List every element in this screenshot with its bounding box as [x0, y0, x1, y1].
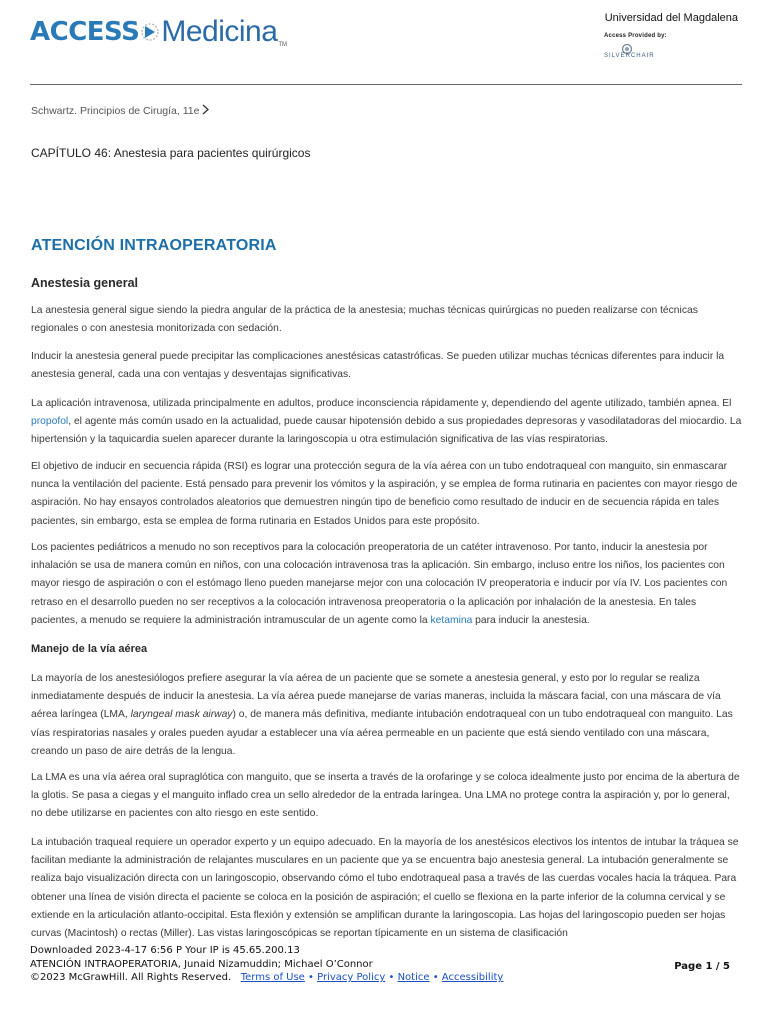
breadcrumb[interactable]: [31, 104, 209, 118]
logo-arrow-icon: [140, 20, 160, 44]
ketamina-link[interactable]: ketamina: [430, 614, 473, 626]
header-divider: [30, 84, 742, 85]
paragraph-5-text-a: Los pacientes pediátricos a menudo no son receptivos para la colocación preoperatoria de un catéter intravenoso. Por tanto, inducir la anestesia por inhalación se usa de manera común en niños, con una colocación intravenosa tras la aplicación. Sin embargo, incluso entre los niños, los pacientes con mayor riesgo de aspiración o con el estómago lleno pueden manejarse mejor con una colocación IV preoperatoria e inducir por vía IV. Los pacientes con retraso en el desarrollo pueden no ser receptivos a la colocación intravenosa preoperatoria o la aplicación por inhalación de la anestesia. En tales pacientes, a menudo se requiere la administración intramuscular de un agente como la: [31, 542, 728, 626]
accessibility-link[interactable]: Accessibility: [441, 972, 504, 983]
paragraph-1: La anestesia general sigue siendo la piedra angular de la práctica de la anestesia; muchas técnicas quirúrgicas no pueden realizarse con técnicas regionales o con anestesia monitorizada con sedación.: [31, 305, 698, 335]
institution-name: Universidad del Magdalena: [604, 12, 738, 24]
chapter-title: CAPÍTULO 46: Anestesia para pacientes quirúrgicos: [31, 146, 311, 160]
logo-medicina-text: Medicina: [161, 15, 278, 48]
privacy-link[interactable]: Privacy Policy: [317, 972, 386, 983]
paragraph-2: Inducir la anestesia general puede precipitar las complicaciones anestésicas catastróficas. Se pueden utilizar muchas técnicas diferentes para inducir la anestesia general, cada una con ventajas y desventajas significativas.: [31, 351, 725, 381]
bullet-separator: •: [388, 972, 395, 983]
paragraph-3-text-a: La aplicación intravenosa, utilizada principalmente en adultos, produce inconsciencia rápidamente y, dependiendo del agente utilizado, también apnea. El: [31, 398, 732, 409]
access-provided-label: Access Provided by:: [604, 33, 667, 39]
propofol-link[interactable]: propofol: [31, 416, 69, 428]
paragraph-5-text-b: para inducir la anestesia.: [472, 614, 590, 626]
paragraph-6: [31, 670, 743, 761]
accessmedicina-logo[interactable]: [30, 12, 287, 52]
bullet-separator: •: [308, 972, 314, 983]
paragraph-4: El objetivo de inducir en secuencia rápida (RSI) es lograr una protección segura de la vía aérea con un tubo endotraqueal con manguito, sin enmascarar nunca la ventilación del paciente. Está pensado para prevenir los vómitos y la aspiración, y se emplea de forma rutinaria en pacientes con mayor riesgo de aspiración. No hay ensayos controlados aleatorios que demuestren ningún tipo de beneficio como resultado de inducir en de secuencia rápida en tales pacientes, sin embargo, esta se emplea de forma rutinaria en Estados Unidos para este propósito.: [31, 461, 738, 527]
bullet-separator: •: [432, 972, 439, 983]
download-info: Downloaded 2023-4-17 6:56 P Your IP is 45.65.200.13: [30, 945, 300, 956]
copyright-text: ©2023 McGrawHill. All Rights Reserved.: [30, 972, 232, 983]
terms-link[interactable]: Terms of Use: [240, 972, 305, 983]
paragraph-6-text-b: ) o, de manera más definitiva, mediante intubación endotraqueal con un tubo endotraqueal con manguito. Las vías respiratorias nasales y orales pueden ayudar a establecer una vía aérea permeable en un paciente que está siendo ventilado con una máscara, creando un paso de aire detrás de la lengua.: [31, 709, 733, 757]
paragraph-6-text-a: La mayoría de los anestesiólogos prefiere asegurar la vía aérea de un paciente que se somete a anestesia general, y esto por lo regular se realiza inmediatamente después de inducir la anestesia. La vía aérea puede manejarse de varias maneras, incluida la máscara facial, con una máscara de vía aérea laríngea (LMA,: [31, 673, 721, 721]
logo-trademark: TM: [278, 42, 288, 48]
paragraph-6-emphasis: laryngeal mask airway: [130, 709, 233, 721]
subsection-airway-title: Manejo de la vía aérea: [31, 643, 148, 655]
notice-link[interactable]: Notice: [397, 972, 430, 983]
paragraph-3: [31, 395, 743, 450]
page-footer: [30, 944, 742, 985]
logo-access-text: ACCESS: [30, 17, 140, 47]
paragraph-3-text-b: , el agente más común usado en la actualidad, puede causar hipotensión debido a sus propiedades depresoras y vasodilatadoras del miocardio. La hipertensión y la taquicardia suelen aparecer durante la laringoscopia u otra estimulación significativa de las vías respiratorias.: [31, 416, 742, 446]
page-number: Page 1 / 5: [674, 961, 730, 972]
chevron-right-icon: [202, 104, 209, 118]
paragraph-7: La LMA es una vía aérea oral supraglótica con manguito, que se inserta a través de la orofaringe y se coloca idealmente justo por encima de la abertura de la glotis. Se pasa a ciegas y el manguito inflado crea un sello alrededor de la entrada laríngea. Una LMA no protege contra la aspiración y, por lo general, no debe utilizarse en pacientes con alto riesgo en este sentido.: [31, 772, 740, 820]
silverchair-text: SILVERCHAIR: [604, 53, 655, 59]
section-title: ATENCIÓN INTRAOPERATORIA: [31, 237, 277, 254]
paragraph-5: [31, 539, 743, 630]
paragraph-8: La intubación traqueal requiere un operador experto y un equipo adecuado. En la mayoría de los anestésicos electivos los intentos de intubar la tráquea se facilitan mediante la administración de relajantes musculares en un paciente que ya se encuentra bajo anestesia general. La intubación generalmente se realiza bajo visualización directa con un laringoscopio, observando cómo el tubo endotraqueal pasa a través de las cuerdas vocales hacia la tráquea. Para obtener una línea de visión directa el paciente se coloca en la posición de aspiración; el cuello se flexiona en la parte inferior de la columna cervical y se extiende en la articulación atlanto-occipital. Esta flexión y extensión se amplifican durante la laringoscopia. Las hojas del laringoscopio pueden ser hojas curvas (Macintosh) o rectas (Miller). Las vistas laringoscópicas se reportan típicamente en un sistema de clasificación: [31, 837, 739, 938]
page-header: [0, 0, 768, 86]
footer-links: [30, 971, 742, 985]
breadcrumb-book[interactable]: Schwartz. Principios de Cirugía, 11e: [31, 105, 200, 117]
citation-info: ATENCIÓN INTRAOPERATORIA, Junaid Nizamuddin; Michael O’Connor: [30, 958, 373, 970]
subsection-title: Anestesia general: [31, 276, 138, 290]
